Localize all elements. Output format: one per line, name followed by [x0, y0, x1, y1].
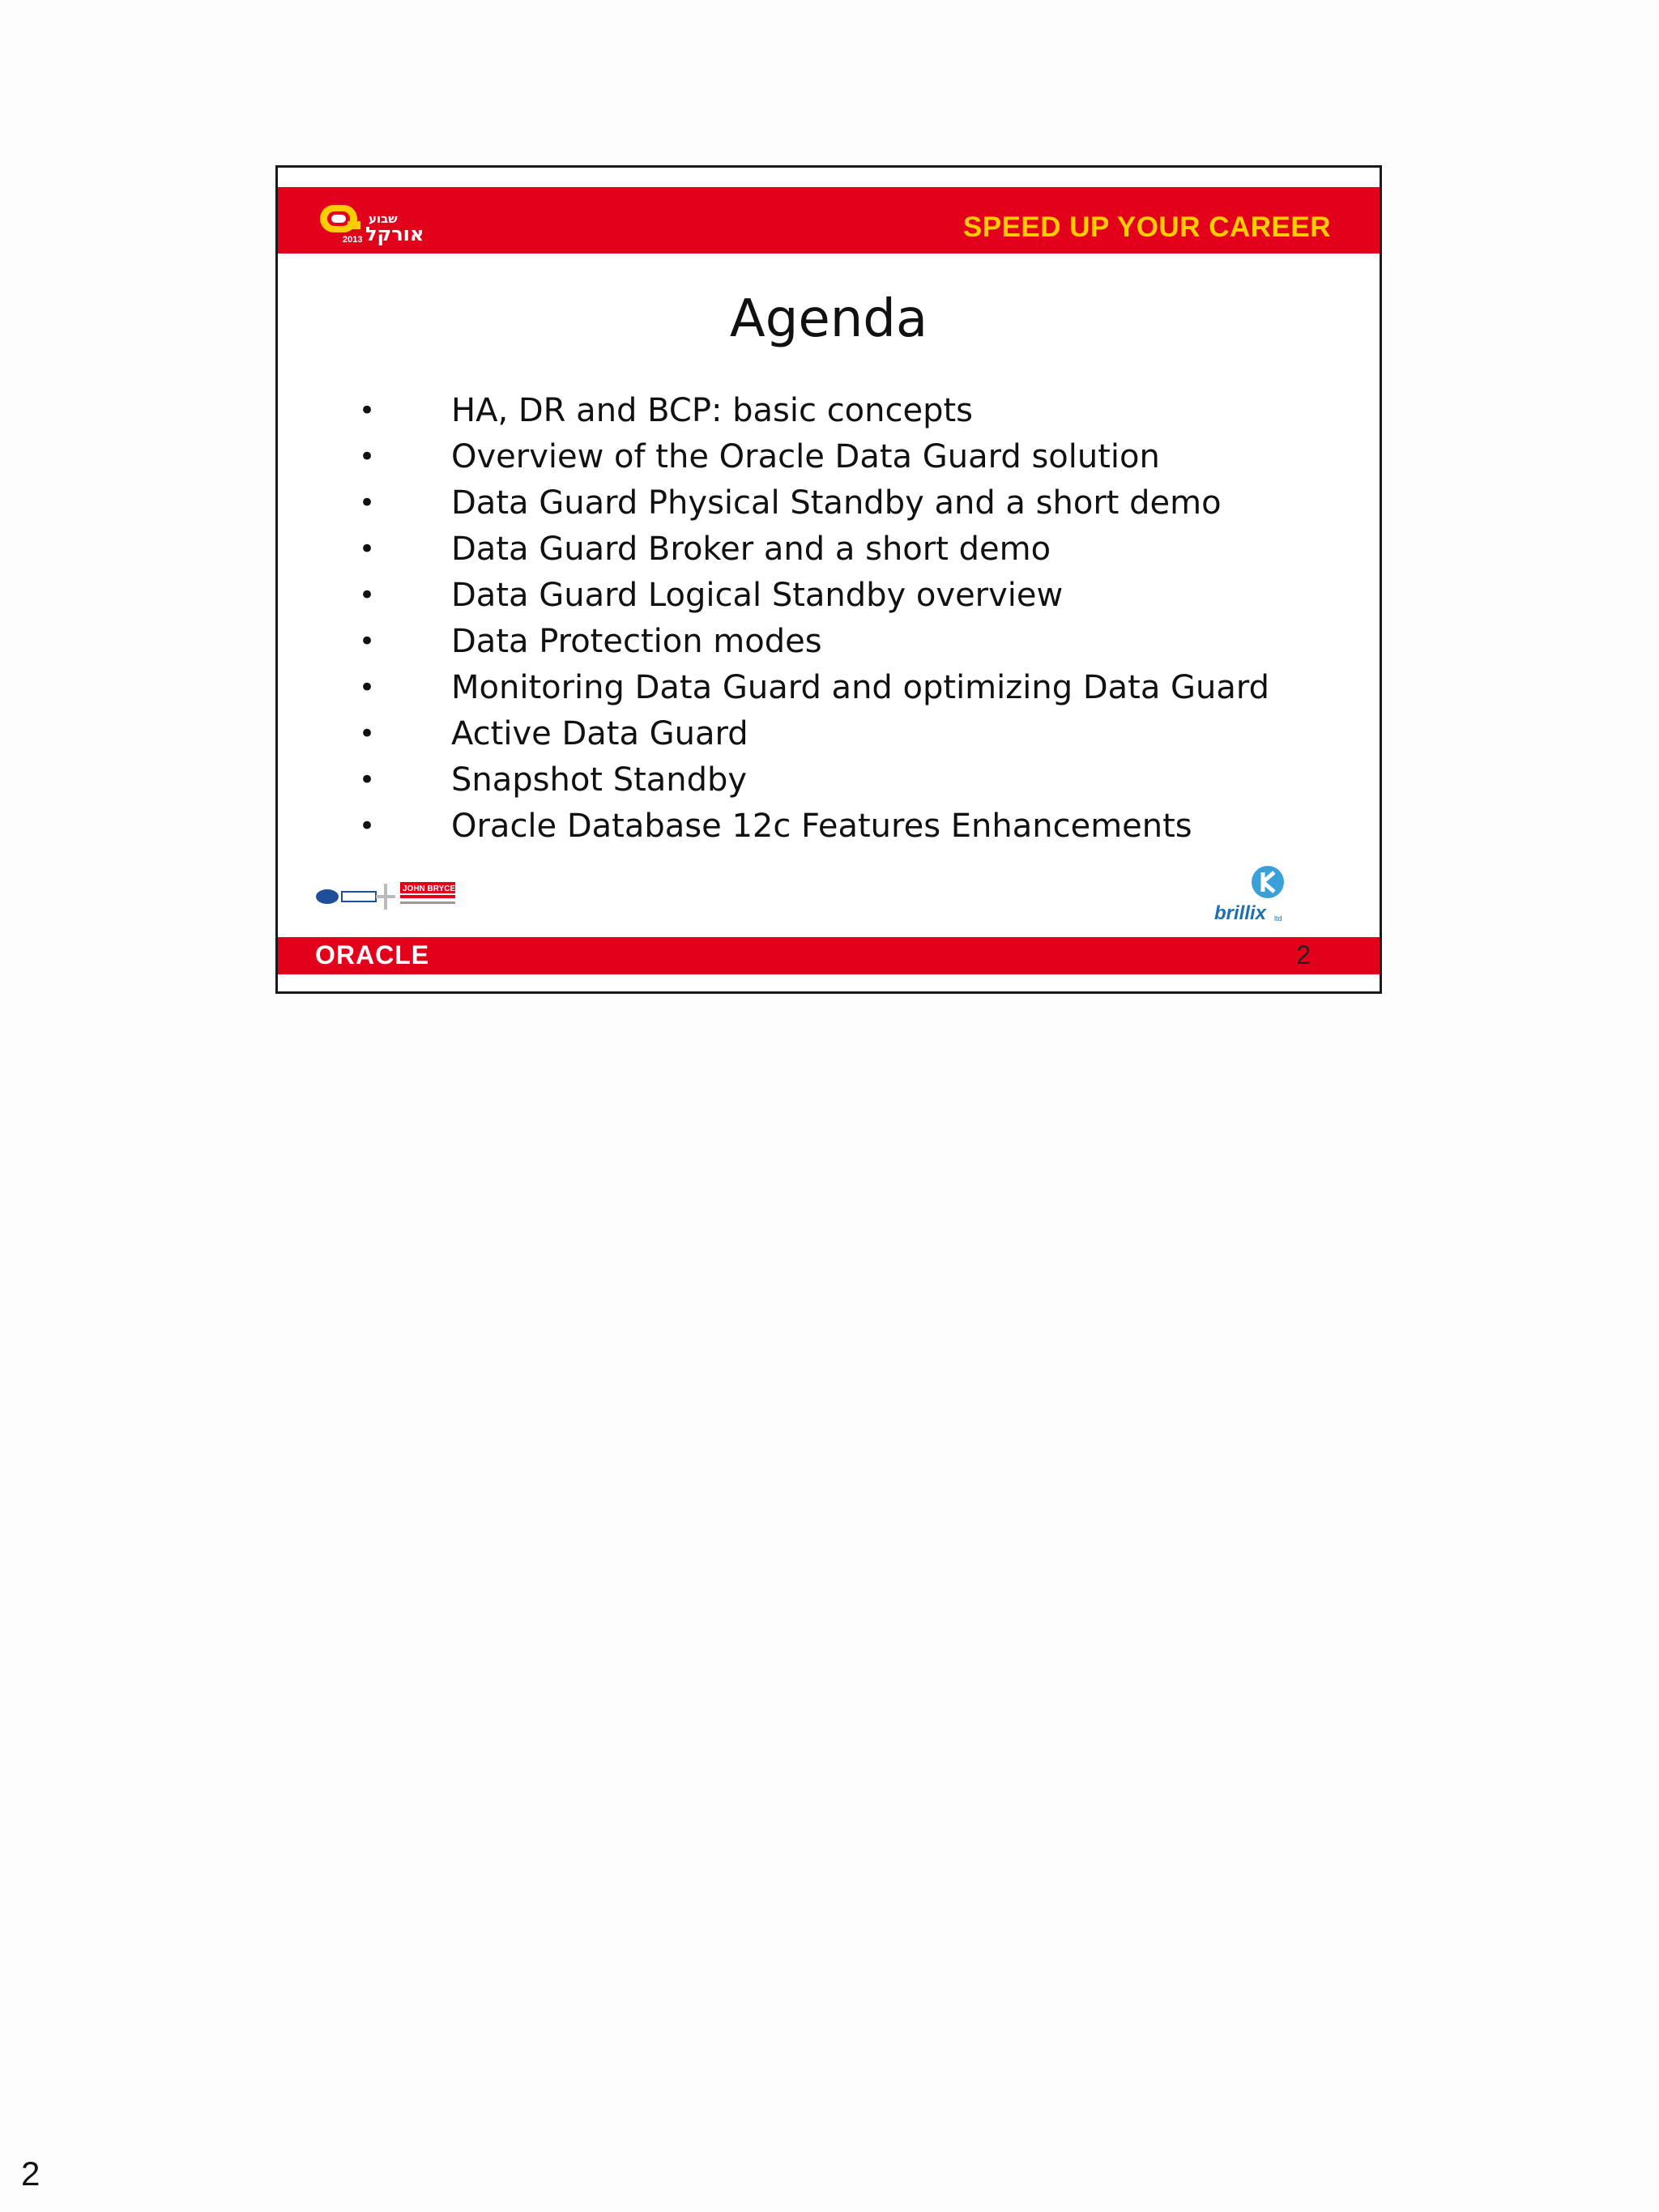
- bullet-icon: •: [359, 579, 376, 612]
- svg-text:2013: 2013: [343, 235, 363, 245]
- svg-text:אורקל: אורקל: [365, 223, 424, 245]
- bullet-icon: •: [359, 533, 376, 565]
- slide-footer-band: [278, 937, 1380, 974]
- svg-text:brillix: brillix: [1214, 902, 1267, 924]
- svg-text:ltd: ltd: [1274, 914, 1282, 923]
- agenda-item: [359, 434, 1269, 480]
- agenda-item: [359, 388, 1269, 434]
- bullet-icon: •: [359, 625, 376, 658]
- svg-text:שבוע: שבוע: [369, 211, 398, 226]
- brillix-logo: [1209, 864, 1299, 937]
- agenda-item-text: Data Guard Broker and a short demo: [451, 531, 1051, 568]
- agenda-item-text: Snapshot Standby: [451, 761, 748, 799]
- agenda-item-text: Oracle Database 12c Features Enhancements: [451, 808, 1192, 845]
- agenda-item-text: Active Data Guard: [451, 715, 748, 752]
- agenda-item-text: Overview of the Oracle Data Guard solution: [451, 438, 1160, 475]
- agenda-list: [359, 388, 1269, 850]
- bullet-icon: •: [359, 810, 376, 842]
- slide-tagline: SPEED UP YOUR CAREER: [962, 211, 1331, 243]
- agenda-item: [359, 757, 1269, 803]
- svg-text:JOHN BRYCE: JOHN BRYCE: [403, 884, 456, 893]
- agenda-item-text: HA, DR and BCP: basic concepts: [451, 392, 974, 429]
- agenda-item: [359, 619, 1269, 665]
- agenda-item: [359, 573, 1269, 619]
- agenda-item-text: Data Protection modes: [451, 623, 822, 660]
- page-number: 2: [21, 2154, 41, 2193]
- bullet-icon: •: [359, 394, 376, 427]
- bullet-icon: •: [359, 718, 376, 750]
- agenda-item-text: Monitoring Data Guard and optimizing Data Guard: [451, 669, 1270, 706]
- bullet-icon: •: [359, 671, 376, 704]
- agenda-item: [359, 665, 1269, 711]
- slide-title: Agenda: [729, 289, 928, 349]
- agenda-item: [359, 803, 1269, 850]
- bullet-icon: •: [359, 764, 376, 796]
- bullet-icon: •: [359, 487, 376, 519]
- agenda-item: [359, 711, 1269, 757]
- partner-logos: [314, 879, 460, 914]
- bullet-icon: •: [359, 441, 376, 473]
- oracle-week-logo: [318, 203, 456, 245]
- slide-header-band: [278, 187, 1380, 254]
- agenda-item-text: Data Guard Physical Standby and a short demo: [451, 484, 1222, 522]
- slide-number: 2: [1296, 940, 1311, 970]
- slide: [275, 165, 1382, 994]
- agenda-item: [359, 526, 1269, 573]
- agenda-item-text: Data Guard Logical Standby overview: [451, 577, 1064, 614]
- oracle-logo: ORACLE: [315, 940, 430, 970]
- agenda-item: [359, 480, 1269, 526]
